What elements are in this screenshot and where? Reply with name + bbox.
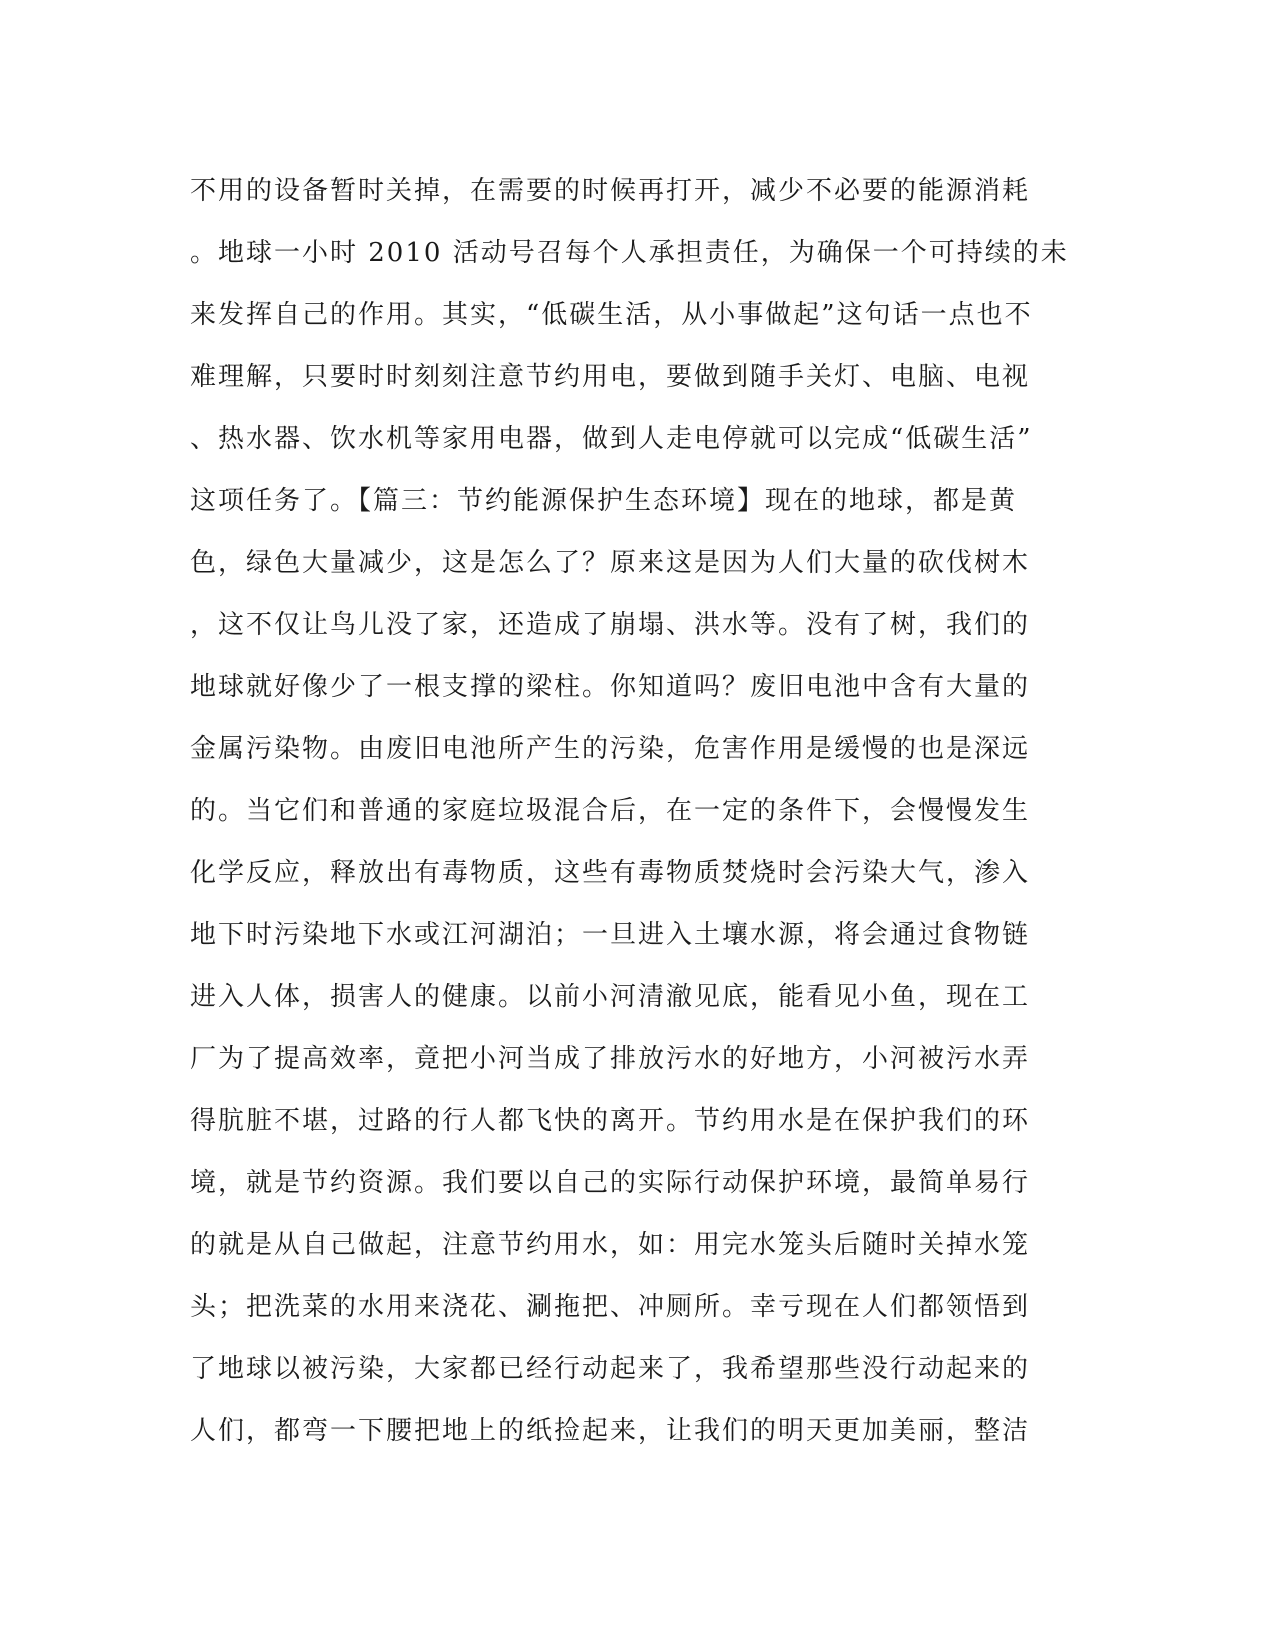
text-line: 厂为了提高效率，竟把小河当成了排放污水的好地方，小河被污水弄	[190, 1044, 1031, 1074]
text-line: 色，绿色大量减少，这是怎么了？原来这是因为人们大量的砍伐树木	[190, 548, 1031, 578]
text-line: 头；把洗菜的水用来浇花、涮拖把、冲厕所。幸亏现在人们都领悟到	[190, 1292, 1031, 1322]
text-line: 人们，都弯一下腰把地上的纸捡起来，让我们的明天更加美丽，整洁	[190, 1416, 1031, 1446]
text-line: 进入人体，损害人的健康。以前小河清澈见底，能看见小鱼，现在工	[190, 982, 1031, 1012]
text-line: 难理解，只要时时刻刻注意节约用电，要做到随手关灯、电脑、电视	[190, 362, 1031, 392]
text-line: 金属污染物。由废旧电池所产生的污染，危害作用是缓慢的也是深远	[190, 734, 1031, 764]
text-line: 化学反应，释放出有毒物质，这些有毒物质焚烧时会污染大气，渗入	[190, 858, 1031, 888]
text-line: 、热水器、饮水机等家用电器，做到人走电停就可以完成“低碳生活”	[190, 424, 1033, 454]
text-line: 。地球一小时 2010 活动号召每个人承担责任，为确保一个可持续的未	[190, 238, 1069, 268]
text-line: 得肮脏不堪，过路的行人都飞快的离开。节约用水是在保护我们的环	[190, 1106, 1031, 1136]
text-line: 的就是从自己做起，注意节约用水，如：用完水笼头后随时关掉水笼	[190, 1230, 1031, 1260]
text-line: ，这不仅让鸟儿没了家，还造成了崩塌、洪水等。没有了树，我们的	[190, 610, 1031, 640]
text-line: 来发挥自己的作用。其实，“低碳生活，从小事做起”这句话一点也不	[190, 300, 1033, 330]
text-line: 不用的设备暂时关掉，在需要的时候再打开，减少不必要的能源消耗	[190, 176, 1031, 206]
text-line: 了地球以被污染，大家都已经行动起来了，我希望那些没行动起来的	[190, 1354, 1031, 1384]
text-line: 地下时污染地下水或江河湖泊；一旦进入土壤水源，将会通过食物链	[190, 920, 1031, 950]
text-line: 境，就是节约资源。我们要以自己的实际行动保护环境，最简单易行	[190, 1168, 1031, 1198]
text-line: 地球就好像少了一根支撑的梁柱。你知道吗？废旧电池中含有大量的	[190, 672, 1031, 702]
text-line: 这项任务了。【篇三：节约能源保护生态环境】现在的地球，都是黄	[190, 486, 1018, 516]
body-text	[190, 160, 1090, 1462]
text-line: 的。当它们和普通的家庭垃圾混合后，在一定的条件下，会慢慢发生	[190, 796, 1031, 826]
